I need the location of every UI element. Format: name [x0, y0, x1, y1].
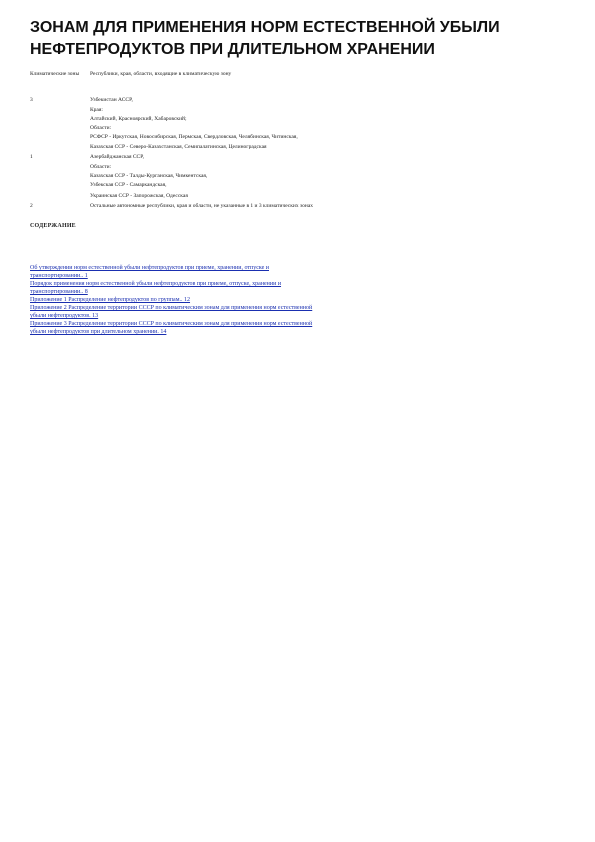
header-zone: Климатические зоны — [30, 71, 80, 77]
area-line: Области: — [90, 125, 112, 131]
area-line: РСФСР - Иркутская, Новосибирская, Пермская, Свердловская, Челябинская, Читинская, — [90, 134, 298, 140]
area-line: Узбекская ССР - Самаркандская, — [90, 182, 167, 188]
toc-link-text: убыли нефтепродуктов при длительном хранении. 14 — [30, 329, 167, 335]
toc-heading: СОДЕРЖАНИЕ — [30, 223, 76, 229]
area-line: Остальные автономные республики, края и области, не указанные в 1 и 3 климатических зонах — [90, 203, 314, 209]
area-line: Казахская ССР - Талды-Курганская, Чимкентская, — [90, 173, 208, 179]
zone-number: 2 — [30, 203, 33, 209]
zone-number: 3 — [30, 97, 33, 103]
area-line: Азербайджанская ССР, — [90, 154, 144, 160]
title-line-1: ЗОНАМ ДЛЯ ПРИМЕНЕНИЯ НОРМ ЕСТЕСТВЕННОЙ УБЫЛИ — [30, 19, 500, 36]
area-line: Края: — [90, 107, 103, 113]
toc-link-text: Порядок применения норм естественной убыли нефтепродуктов при приеме, отпуске, хранении и — [30, 281, 282, 287]
zone-areas — [90, 153, 570, 162]
title-line-2: НЕФТЕПРОДУКТОВ ПРИ ДЛИТЕЛЬНОМ ХРАНЕНИИ — [30, 41, 435, 58]
toc-link[interactable] — [30, 296, 470, 304]
toc-link-text: транспортировании.. 1 — [30, 273, 88, 279]
toc-link-text: Приложение 3 Распределение территории СССР по климатическим зонам для применения норм естественной — [30, 321, 313, 327]
zone-areas — [90, 202, 570, 211]
zone-areas — [90, 96, 570, 105]
zone-number: 1 — [30, 154, 33, 160]
toc-link-text: убыли нефтепродуктов. 13 — [30, 313, 99, 319]
area-line: Алтайский, Красноярский, Хабаровский; — [90, 116, 187, 122]
toc-link[interactable] — [30, 280, 470, 296]
zone-areas — [90, 143, 570, 152]
zone-areas — [90, 192, 570, 201]
toc-link[interactable] — [30, 320, 470, 336]
header-areas: Республики, края, области, входящие в климатическую зону — [90, 71, 232, 77]
toc-link-text: Приложение 1 Распределение нефтепродуктов по группам.. 12 — [30, 297, 191, 303]
toc-link-text: Приложение 2 Распределение территории СССР по климатическим зонам для применения норм естественной — [30, 305, 313, 311]
area-line: Казахская ССР - Северо-Казахстанская, Семипалатинская, Целиноградская — [90, 144, 267, 150]
zone-areas — [90, 106, 570, 124]
zone-areas — [90, 163, 570, 181]
area-line: Украинская ССР - Запорожская, Одесская — [90, 193, 188, 199]
toc-link[interactable] — [30, 304, 470, 320]
toc-link-text: транспортировании.. 8 — [30, 289, 88, 295]
document-title — [30, 17, 575, 61]
zone-areas — [90, 181, 570, 190]
zone-areas — [90, 124, 570, 142]
area-line: Области: — [90, 164, 112, 170]
area-line: Узбекистан АССР, — [90, 97, 133, 103]
table-of-contents — [30, 264, 470, 336]
toc-link-text: Об утверждении норм естественной убыли нефтепродуктов при приеме, хранении, отпуске и — [30, 265, 269, 271]
toc-link[interactable] — [30, 264, 470, 280]
